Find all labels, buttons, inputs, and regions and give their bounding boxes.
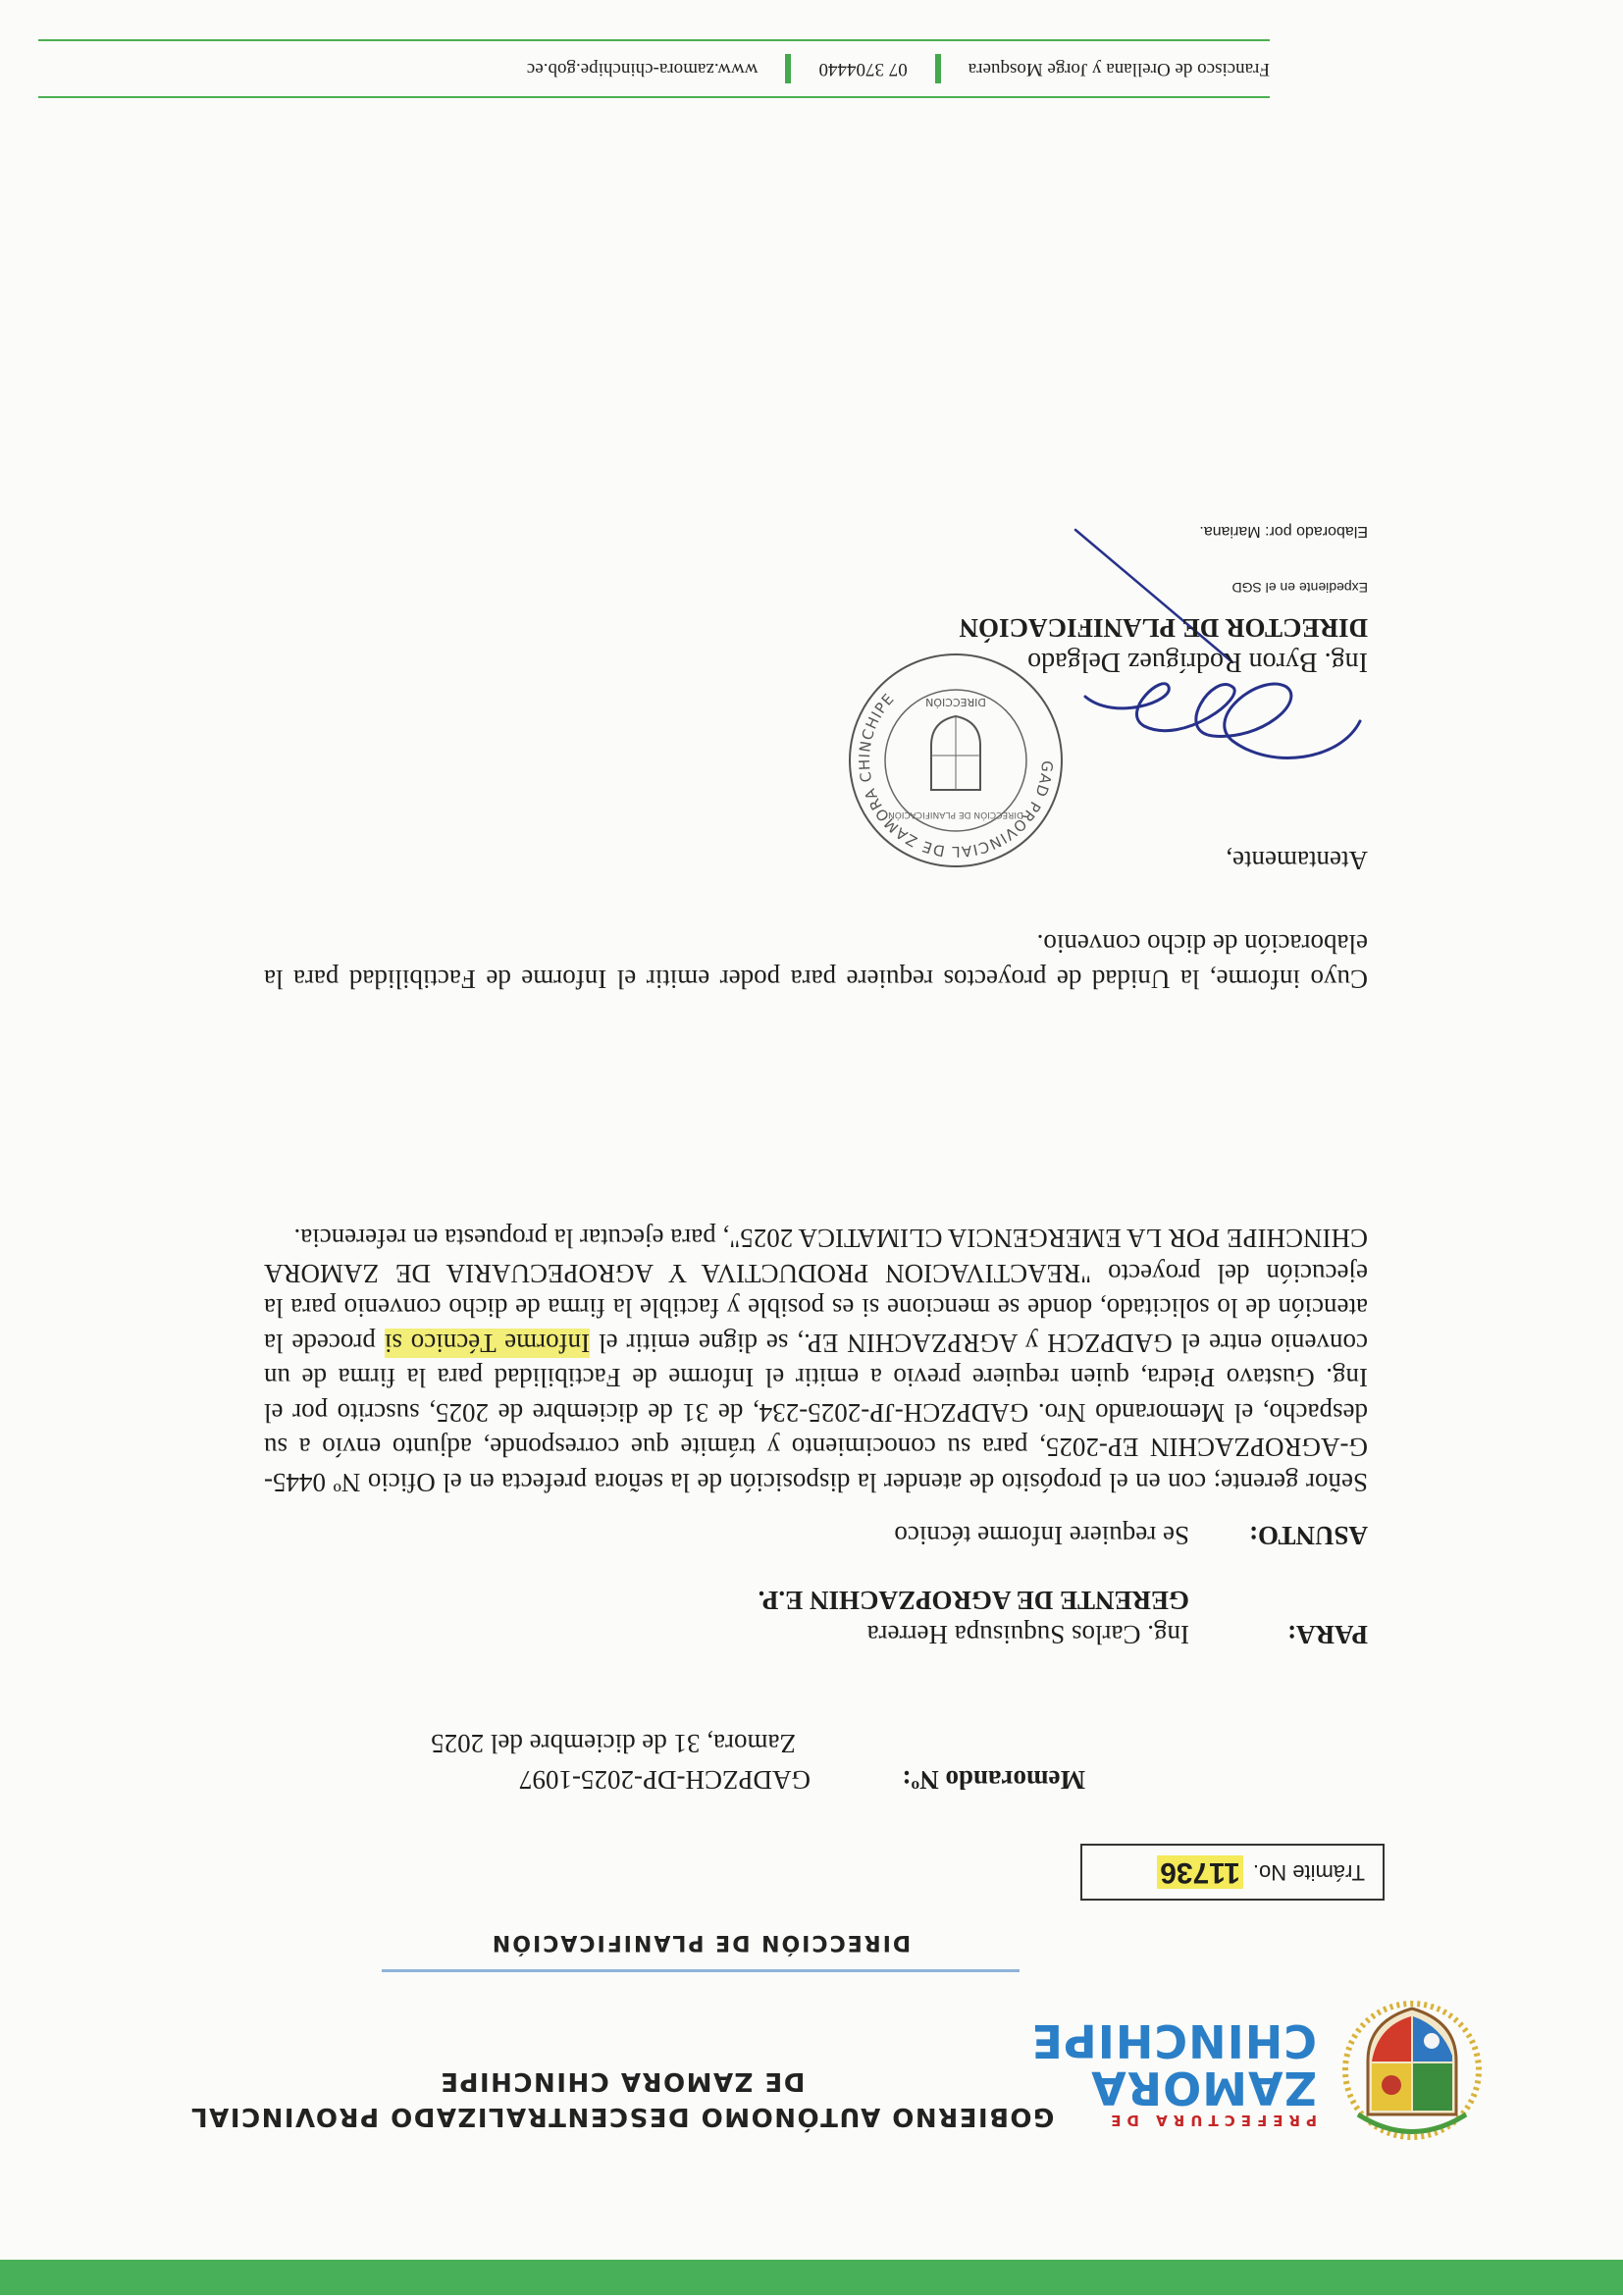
body-text: Señor gerente; con en el propósito de atender la disposición de la señora prefecta en el Oficio Nº 0445-G-AGROPZACHIN EP-2025, para su conocimiento y trámite que corresponde, adjunto envío a su despacho, el Memorando Nro. GADPZCH-JP-2025-234, de 31 de diciembre de 2025, suscrito por el Ing. Gustavo Piedra, quien requiere previo a emitir el Informe de Factibilidad para la firma de un convenio entre el GADPZCH y AGRPZACHIN EP., se digne emitir el	[264, 1329, 1368, 1497]
tramite-box	[1080, 1844, 1385, 1901]
institution-title	[131, 2063, 1113, 2134]
institution-line-2: DE ZAMORA CHINCHIPE	[439, 2066, 806, 2096]
brand-line-2: CHINCHIPE	[1030, 2014, 1317, 2067]
footer-phone: 07 3704440	[818, 59, 908, 79]
body-paragraph-2: Cuyo informe, la Unidad de proyectos requiere para poder emitir el Informe de Factibilidad para la elaboración de dicho convenio.	[264, 929, 1368, 994]
highlighted-text: Informe Técnico si	[384, 1329, 591, 1358]
asunto-label: ASUNTO:	[1248, 1521, 1368, 1550]
institution-line-1: GOBIERNO AUTÓNOMO DESCENTRALIZADO PROVINCIAL	[189, 2102, 1055, 2131]
department-title: DIRECCIÓN DE PLANIFICACIÓN	[490, 1930, 912, 1955]
tramite-label: Trámite No.	[1252, 1860, 1365, 1885]
prepared-by-note: Elaborado por: Mariana.	[1199, 523, 1368, 540]
header-green-band	[0, 2260, 1623, 2295]
stamp-ring-text: GAD PROVINCIAL DE ZAMORA CHINCHIPE	[855, 689, 1057, 861]
memo-number: GADPZCH-DP-2025-1097	[519, 1765, 811, 1795]
footer-separator	[786, 54, 792, 83]
recipient-name: Ing. Carlos Suquisupa Herrera	[866, 1620, 1189, 1649]
tramite-number: 11736	[1157, 1855, 1243, 1889]
body-paragraph-1	[264, 1221, 1368, 1499]
recipient-role: GERENTE DE AGROPZACHIN E.P.	[758, 1586, 1189, 1615]
sgd-note: Expediente en el SGD	[1231, 580, 1368, 596]
stamp-inner-text: DIRECCIÓN DE PLANIFICACIÓN	[888, 809, 1023, 819]
para-label: PARA:	[1287, 1620, 1368, 1649]
footer	[38, 49, 1270, 88]
memo-date: Zamora, 31 de diciembre del 2025	[431, 1729, 796, 1758]
brand-line-1: ZAMORA	[1090, 2061, 1317, 2114]
brand-prefix: PREFECTURA DE	[1105, 2112, 1317, 2129]
footer-rule	[38, 96, 1270, 98]
asunto-value: Se requiere Informe técnico	[894, 1521, 1189, 1550]
footer-address: Francisco de Orellana y Jorge Mosquera	[968, 59, 1270, 79]
footer-website[interactable]: www.zamora-chinchipe.gob.ec	[526, 59, 759, 79]
stamp-center-label: DIRECCIÓN	[925, 696, 986, 708]
coat-of-arms-logo	[1338, 1997, 1486, 2144]
header-divider	[382, 1969, 1020, 1972]
memo-label: Memorando Nº:	[902, 1765, 1085, 1795]
handwritten-signature	[1026, 505, 1380, 780]
footer-separator	[935, 54, 941, 83]
footer-rule	[38, 39, 1270, 41]
closing-text: Atentamente,	[1226, 846, 1368, 875]
signatory-role: DIRECTOR DE PLANIFICACIÓN	[959, 613, 1368, 643]
memo-number-row	[519, 1762, 1085, 1798]
signatory-name: Ing. Byron Rodríguez Delgado	[1027, 647, 1368, 677]
body-text: procede la atención de lo solicitado, donde se mencione si es posible y factible la firma de dicho convenio para la ejecución del proyecto "REACTIVACION PRODUCTIVA Y AGROPECUARIA DE ZAMORA CHINCHIPE POR LA EMERGENCIA CLIMATICA 2025", para ejecutar la propuesta en referencia.	[264, 1224, 1368, 1358]
